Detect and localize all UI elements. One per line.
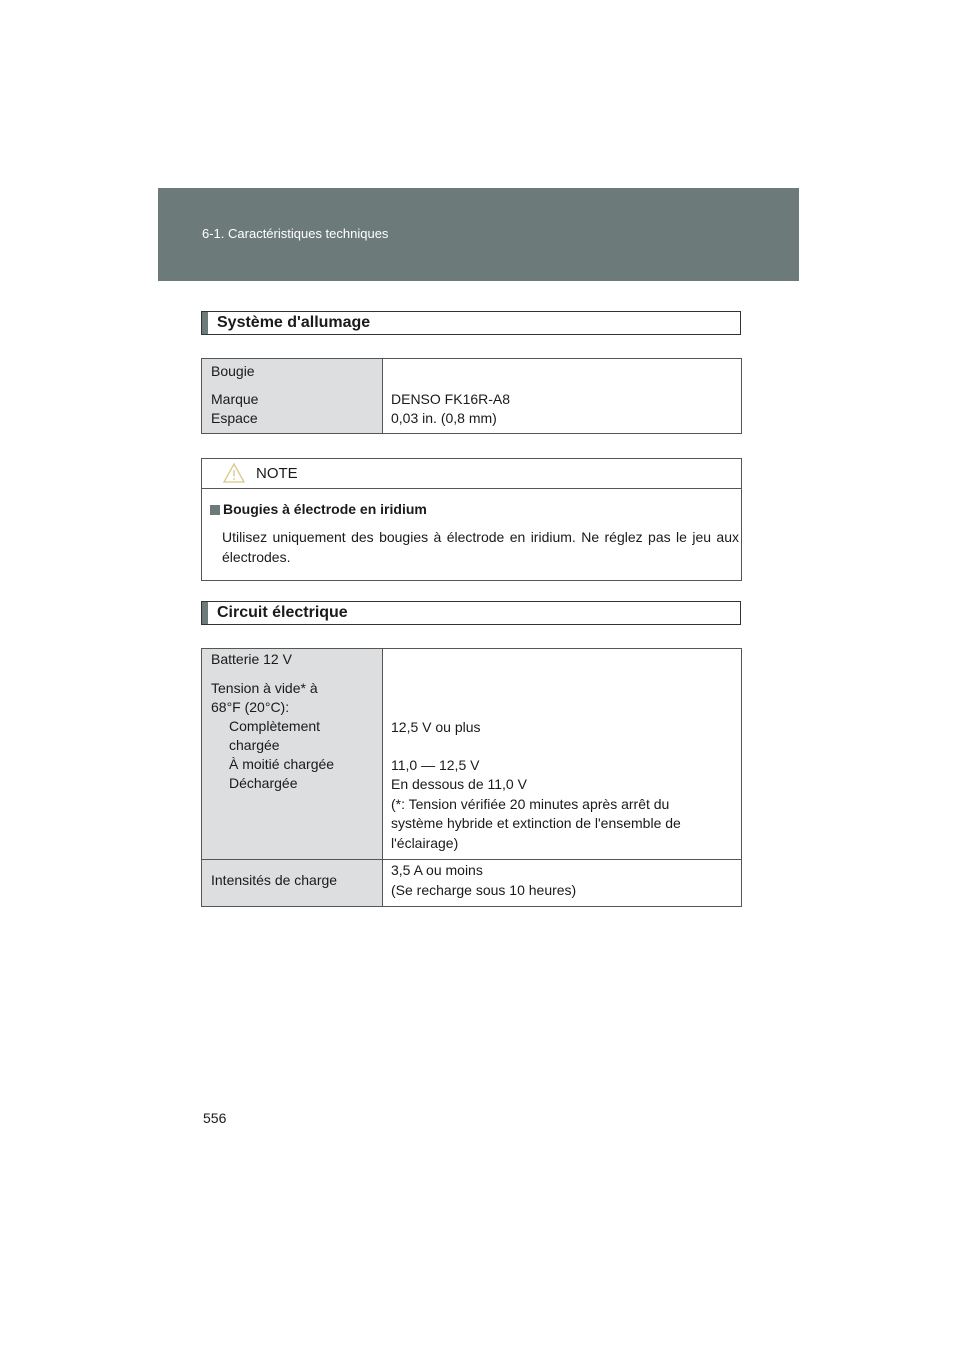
label-brand: Marque — [211, 391, 259, 407]
value-brand: DENSO FK16R-A8 — [391, 391, 511, 407]
label-fully-charged: Complètement — [229, 718, 321, 734]
footnote-line-1: (*: Tension vérifiée 20 minutes après arrêt du — [391, 796, 670, 812]
label-charge-current: Intensités de charge — [211, 872, 338, 888]
value-fully-charged: 12,5 V ou plus — [391, 719, 481, 735]
section-accent-bar — [202, 602, 208, 624]
electrical-section-title — [201, 601, 741, 625]
note-text: Utilisez uniquement des bougies à électrode en iridium. Ne réglez pas le jeu aux électrodes. — [222, 529, 739, 565]
page-number: 556 — [203, 1110, 227, 1126]
label-discharged: Déchargée — [229, 775, 298, 791]
electrical-table — [201, 648, 742, 907]
chapter-header — [158, 188, 799, 281]
value-charge-time: (Se recharge sous 10 heures) — [391, 882, 577, 898]
label-gap: Espace — [211, 410, 258, 426]
warning-icon — [222, 462, 246, 484]
value-half-charged: 11,0 — 12,5 V — [391, 757, 480, 773]
charge-value-cell — [383, 860, 742, 907]
value-charge-current: 3,5 A ou moins — [391, 862, 483, 878]
label-battery: Batterie 12 V — [211, 651, 292, 667]
table-row — [202, 359, 742, 434]
value-gap: 0,03 in. (0,8 mm) — [391, 410, 497, 426]
section-accent-bar — [202, 312, 208, 334]
chapter-title: 6-1. Caractéristiques techniques — [202, 226, 389, 241]
label-fully-charged-cont: chargée — [229, 737, 280, 753]
value-discharged: En dessous de 11,0 V — [391, 776, 527, 792]
battery-value-cell — [383, 649, 742, 860]
note-header — [202, 459, 741, 489]
note-box — [201, 458, 742, 581]
charge-label-cell — [202, 860, 383, 907]
label-open-voltage: Tension à vide* à — [211, 680, 318, 696]
note-label: NOTE — [256, 465, 298, 482]
ignition-table — [201, 358, 742, 434]
electrical-title: Circuit électrique — [217, 604, 348, 621]
battery-label-cell — [202, 649, 383, 860]
label-spark-plug: Bougie — [211, 363, 255, 379]
label-half-charged: À moitié chargée — [229, 756, 335, 772]
spark-plug-label-cell — [202, 359, 383, 434]
note-subtitle: Bougies à électrode en iridium — [223, 501, 427, 517]
label-temperature: 68°F (20°C): — [211, 699, 290, 715]
footnote-line-2: système hybride et extinction de l'ensemble de — [391, 815, 681, 831]
square-bullet-icon — [210, 505, 220, 515]
table-row — [202, 649, 742, 860]
ignition-title: Système d'allumage — [217, 314, 371, 331]
ignition-section-title — [201, 311, 741, 335]
spark-plug-value-cell — [383, 359, 742, 434]
table-row — [202, 860, 742, 907]
footnote-line-3: l'éclairage) — [391, 835, 459, 851]
